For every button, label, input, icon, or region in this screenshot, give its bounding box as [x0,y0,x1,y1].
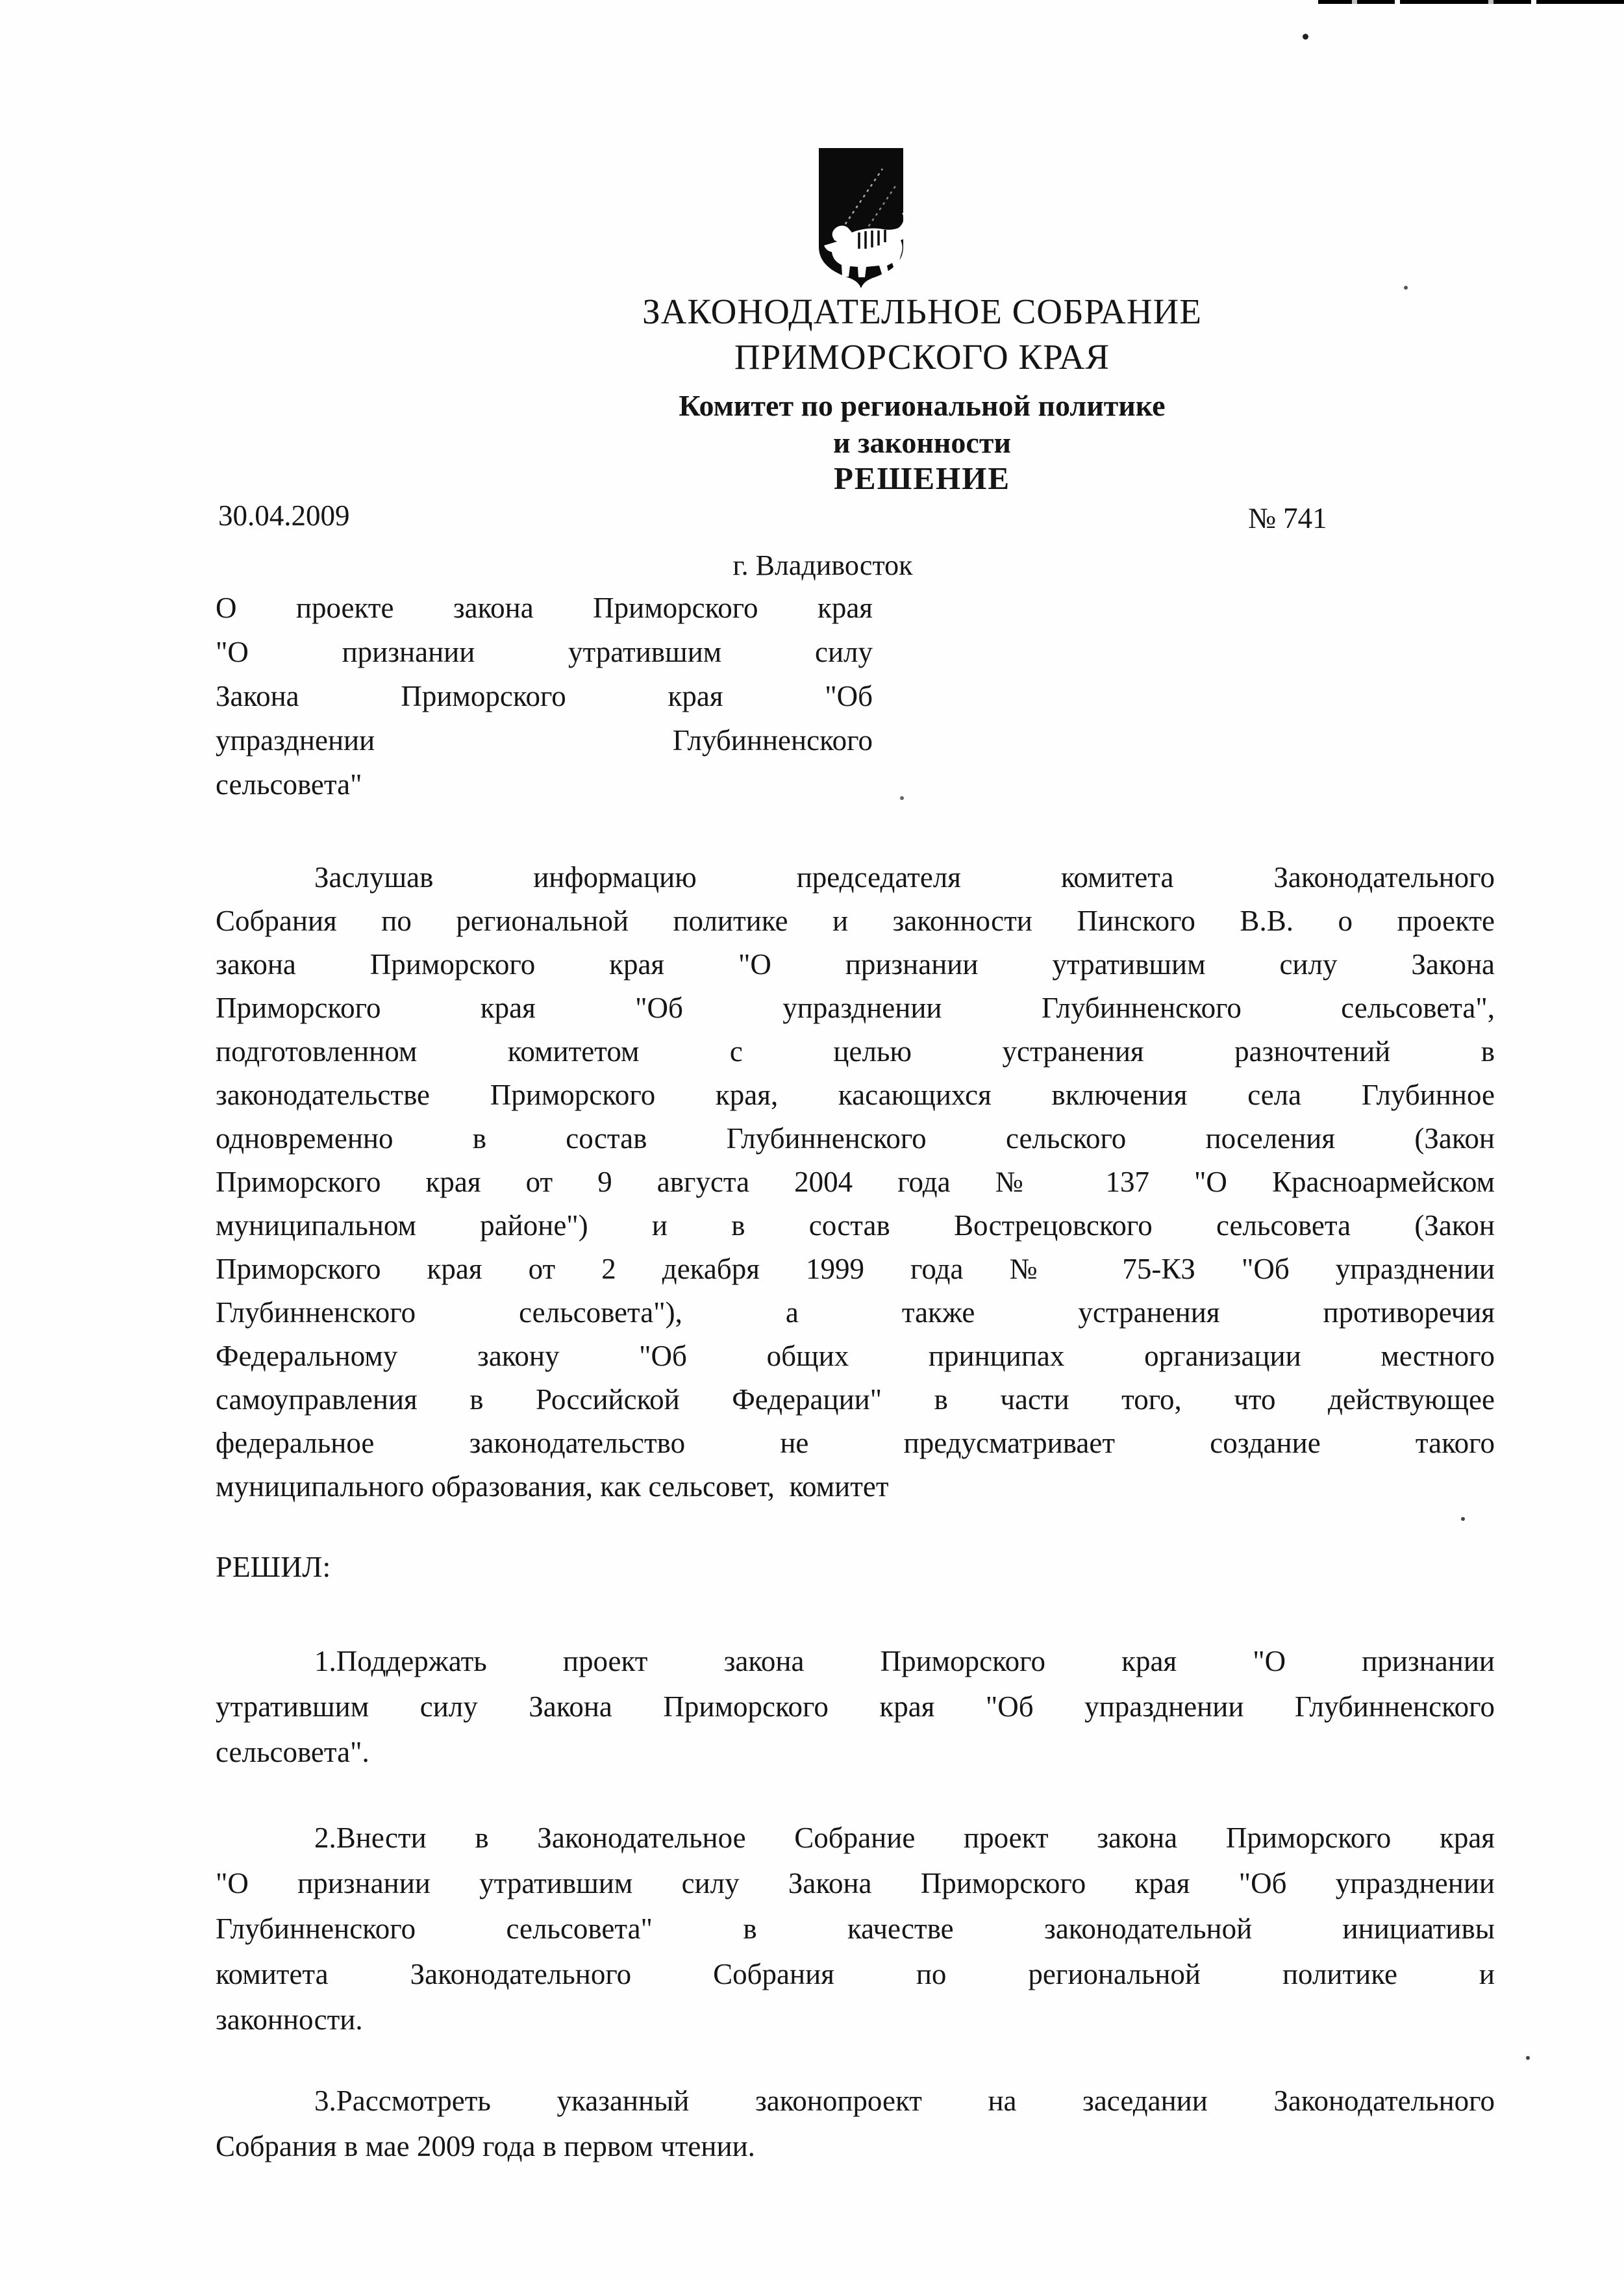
body-line: Федеральному закону "Об общих принципах организации местного [216,1340,1495,1372]
resolution-item-2 [216,1815,1495,2042]
subject-line: "О признании утратившим силу [216,636,873,668]
body-line: самоуправления в Российской Федерации" в части того, что действующее [216,1383,1495,1416]
body-line: подготовленном комитетом с целью устранения разночтений в [216,1035,1495,1068]
body-line: Заслушав информацию председателя комитета Законодательного [314,861,1495,894]
body-line: Собрания по региональной политике и законности Пинского В.В. о проекте [216,905,1495,937]
body-line: муниципальном районе") и в состав Вострецовского сельсовета (Закон [216,1209,1495,1242]
scan-artifact-dot [1526,2056,1530,2060]
doc-number: № 741 [1248,502,1327,534]
doc-date: 30.04.2009 [218,499,350,532]
scan-artifact-dot [900,796,904,800]
doc-city: г. Владивосток [732,549,913,581]
item-line: комитета Законодательного Собрания по региональной политике и [216,1958,1495,1990]
body-line: Приморского края от 9 августа 2004 года № 137 "О Красноармейском [216,1166,1495,1198]
resolved-heading: РЕШИЛ: [216,1550,331,1583]
item-line: Глубинненского сельсовета" в качестве законодательной инициативы [216,1912,1495,1945]
primorsky-coat-of-arms-icon [814,144,908,288]
item-line: Собрания в мае 2009 года в первом чтении. [216,2130,755,2162]
body-line: Приморского края от 2 декабря 1999 года № 75-КЗ "Об упразднении [216,1253,1495,1285]
body-line: закона Приморского края "О признании утратившим силу Закона [216,948,1495,981]
item-line: законности. [216,2003,363,2036]
resolution-item-1 [216,1638,1495,1775]
item-line: 3.Рассмотреть указанный законопроект на заседании Законодательного [314,2085,1495,2117]
subject-line: Закона Приморского края "Об [216,680,873,712]
body-line: законодательстве Приморского края, касающихся включения села Глубинное [216,1079,1495,1111]
scan-artifact-dot [1461,1517,1465,1521]
scan-artifact-dot [1404,286,1408,290]
subject-line: упразднении Глубинненского [216,724,873,757]
org-name-line1: ЗАКОНОДАТЕЛЬНОЕ СОБРАНИЕ [642,292,1202,331]
committee-name-line2: и законности [833,426,1011,459]
item-line: 1.Поддержать проект закона Приморского края "О признании [314,1645,1495,1677]
scan-artifact-dot [1303,34,1308,40]
resolution-item-3 [216,2078,1495,2169]
body-line: Приморского края "Об упразднении Глубинненского сельсовета", [216,992,1495,1024]
committee-name-line1: Комитет по региональной политике [679,389,1166,422]
body-line: муниципального образования, как сельсовет, комитет [216,1470,889,1503]
doc-subject [216,586,873,807]
body-line: федеральное законодательство не предусматривает создание такого [216,1427,1495,1459]
item-line: "О признании утратившим силу Закона Приморского края "Об упразднении [216,1867,1495,1899]
org-name-line2: ПРИМОРСКОГО КРАЯ [734,337,1110,377]
doc-type-title: РЕШЕНИЕ [833,460,1010,496]
item-line: 2.Внести в Законодательное Собрание проект закона Приморского края [314,1822,1495,1854]
body-line: одновременно в состав Глубинненского сельского поселения (Закон [216,1122,1495,1155]
item-line: сельсовета". [216,1736,369,1768]
subject-line: О проекте закона Приморского края [216,592,873,624]
doc-body-paragraph [216,856,1495,1509]
item-line: утратившим силу Закона Приморского края "Об упразднении Глубинненского [216,1690,1495,1723]
body-line: Глубинненского сельсовета"), а также устранения противоречия [216,1296,1495,1329]
subject-line: сельсовета" [216,768,362,801]
scan-artifact-line [1318,0,1624,4]
